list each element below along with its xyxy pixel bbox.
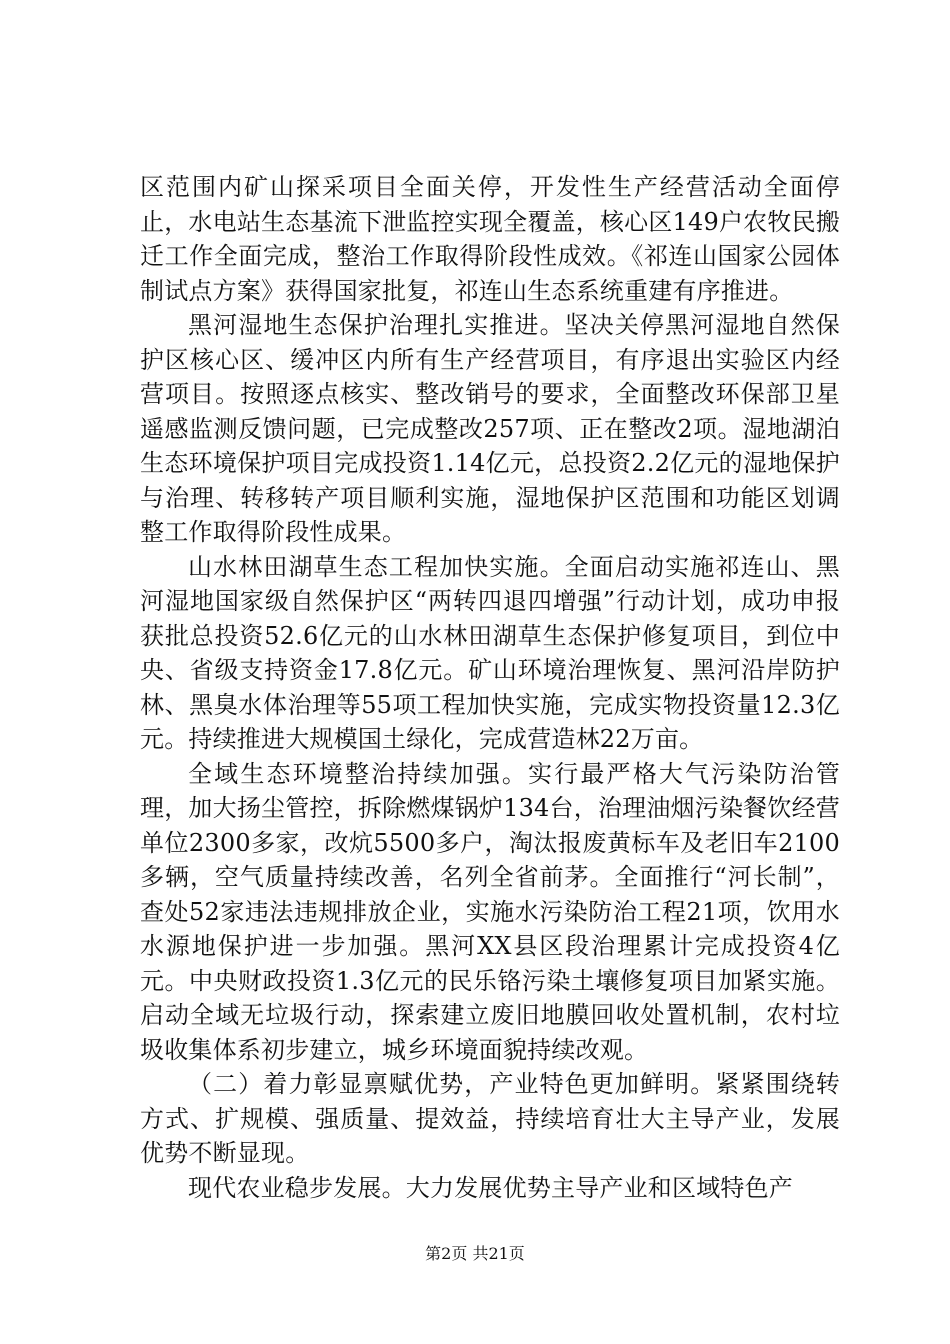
paragraph-modern-agriculture: 现代农业稳步发展。大力发展优势主导产业和区域特色产 xyxy=(188,1173,793,1202)
section-heading-industry: （二）着力彰显禀赋优势，产业特色更加鲜明。紧紧围绕转方式、扩规模、强质量、提效益，持续培育壮大主导产业，发展优势不断显现。 xyxy=(140,1070,840,1167)
page-footer xyxy=(0,1244,950,1264)
document-body xyxy=(140,170,840,1205)
paragraph-ecological-projects: 山水林田湖草生态工程加快实施。全面启动实施祁连山、黑河湿地国家级自然保护区“两转四退四增强”行动计划，成功申报获批总投资52.6亿元的山水林田湖草生态保护修复项目，到位中央、省级支持资金17.8亿元。矿山环境治理恢复、黑河沿岸防护林、黑臭水体治理等55项工程加快实施，完成实物投资量12.3亿元。持续推进大规模国土绿化，完成营造林22万亩。 xyxy=(140,552,840,753)
paragraph-heihe-wetland: 黑河湿地生态保护治理扎实推进。坚决关停黑河湿地自然保护区核心区、缓冲区内所有生产经营项目，有序退出实验区内经营项目。按照逐点核实、整改销号的要求，全面整改环保部卫星遥感监测反馈问题，已完成整改257项、正在整改2项。湿地湖泊生态环境保护项目完成投资1.14亿元，总投资2.2亿元的湿地保护与治理、转移转产项目顺利实施，湿地保护区范围和功能区划调整工作取得阶段性成果。 xyxy=(140,311,840,546)
paragraph-qilian-continuation: 区范围内矿山探采项目全面关停，开发性生产经营活动全面停止，水电站生态基流下泄监控实现全覆盖，核心区149户农牧民搬迁工作全面完成，整治工作取得阶段性成效。《祁连山国家公园体制试点方案》获得国家批复，祁连山生态系统重建有序推进。 xyxy=(140,173,840,305)
paragraph-environment-rectification: 全域生态环境整治持续加强。实行最严格大气污染防治管理，加大扬尘管控，拆除燃煤锅炉134台，治理油烟污染餐饮经营单位2300多家，改炕5500多户，淘汰报废黄标车及老旧车2100多辆，空气质量持续改善，名列全省前茅。全面推行“河长制”，查处52家违法违规排放企业，实施水污染防治工程21项，饮用水水源地保护进一步加强。黑河XX县区段治理累计完成投资4亿元。中央财政投资1.3亿元的民乐铬污染土壤修复项目加紧实施。启动全域无垃圾行动，探索建立废旧地膜回收处置机制，农村垃圾收集体系初步建立，城乡环境面貌持续改观。 xyxy=(140,759,840,1064)
page-number-label: 第2页 共21页 xyxy=(425,1244,525,1263)
